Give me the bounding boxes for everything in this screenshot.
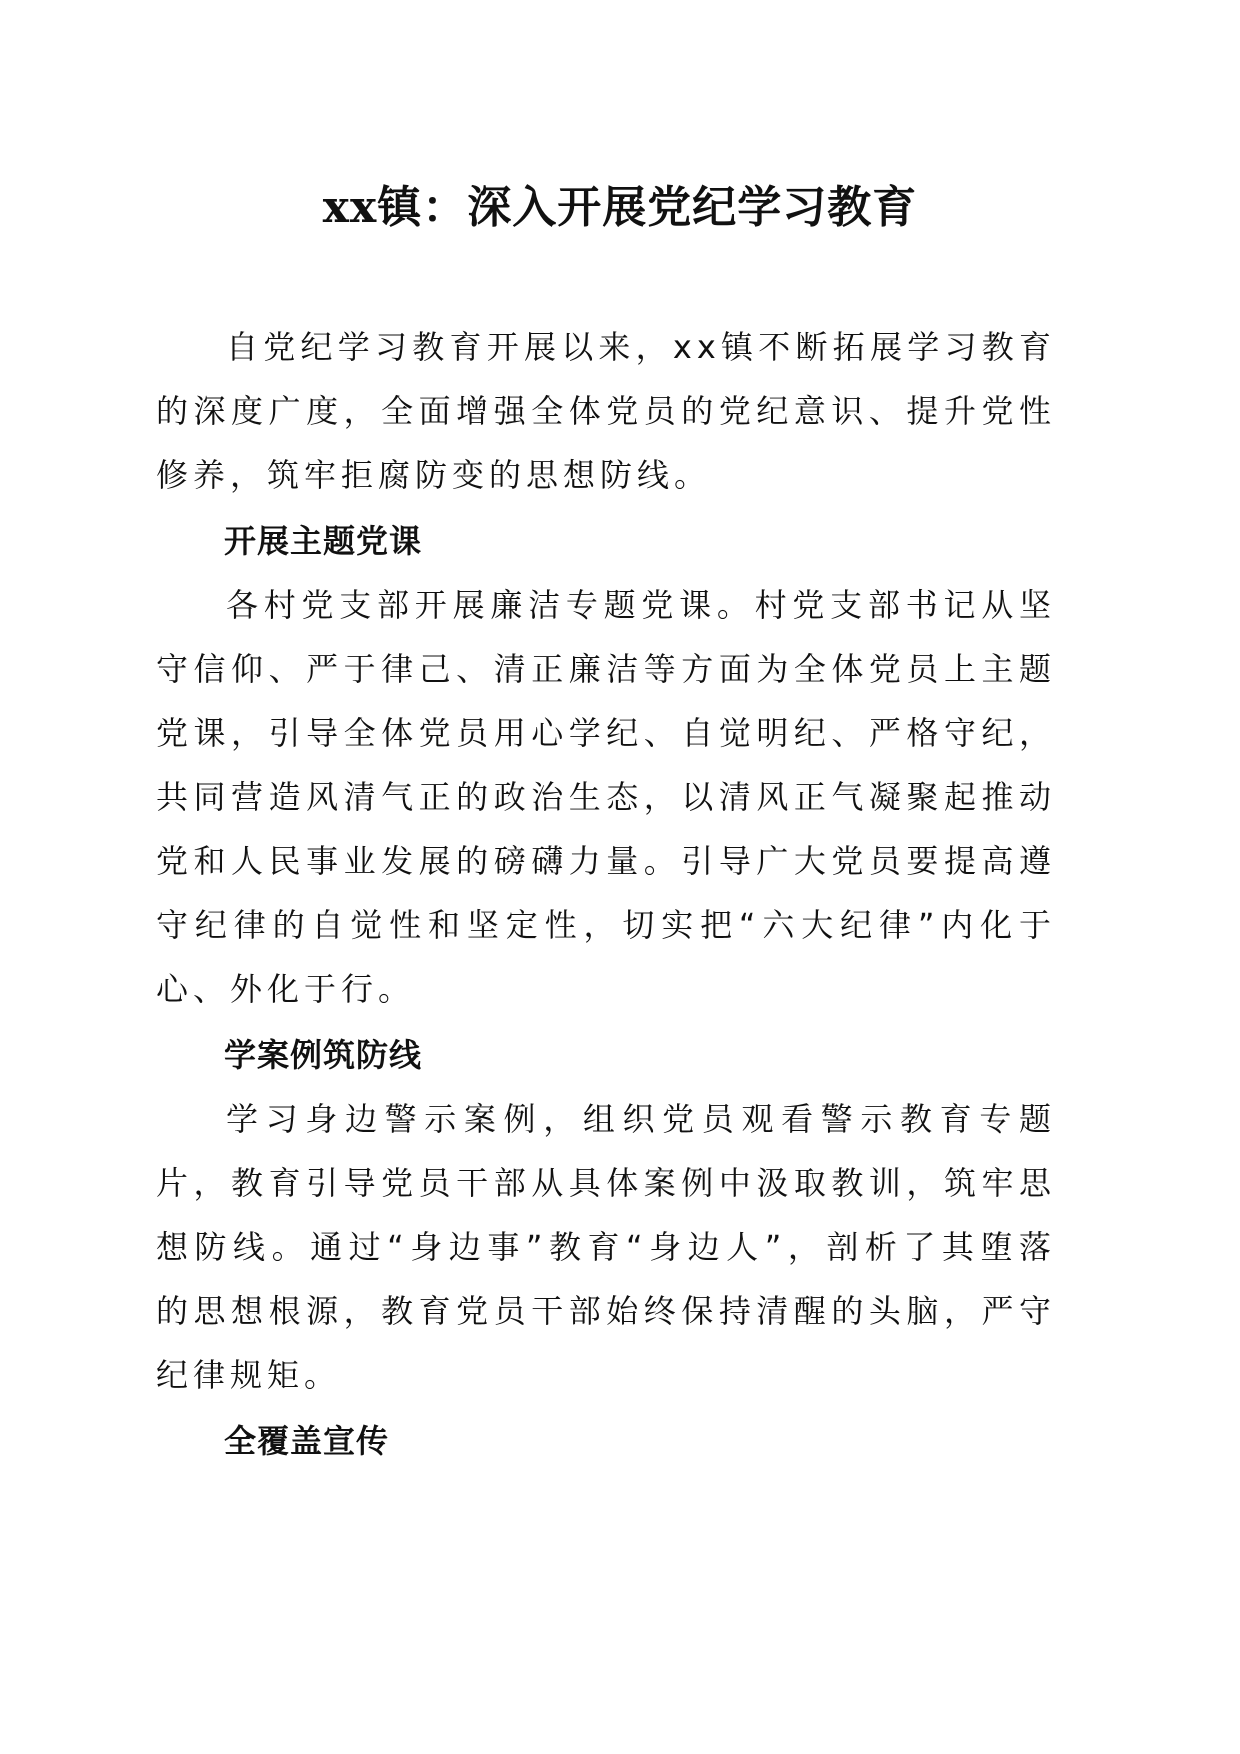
section-heading-publicity: 全覆盖宣传 — [224, 1422, 390, 1460]
document-body — [156, 315, 1056, 1473]
section-heading-theme-lecture: 开展主题党课 — [224, 522, 423, 560]
section-paragraph-theme-lecture: 各村党支部开展廉洁专题党课。村党支部书记从坚守信仰、严于律己、清正廉洁等方面为全体党员上主题党课，引导全体党员用心学纪、自觉明纪、严格守纪，共同营造风清气正的政治生态，以清风正气凝聚起推动党和人民事业发展的磅礴力量。引导广大党员要提高遵守纪律的自觉性和坚定性，切实把“六大纪律”内化于心、外化于行。 — [156, 586, 1056, 1008]
section-paragraph-case-study: 学习身边警示案例，组织党员观看警示教育专题片，教育引导党员干部从具体案例中汲取教训，筑牢思想防线。通过“身边事”教育“身边人”，剖析了其堕落的思想根源，教育党员干部始终保持清醒的头脑，严守纪律规矩。 — [156, 1100, 1056, 1394]
intro-paragraph: 自党纪学习教育开展以来，xx镇不断拓展学习教育的深度广度，全面增强全体党员的党纪意识、提升党性修养，筑牢拒腐防变的思想防线。 — [156, 328, 1056, 494]
document-title: xx镇：深入开展党纪学习教育 — [322, 182, 918, 233]
section-heading-case-study: 学案例筑防线 — [224, 1036, 423, 1074]
